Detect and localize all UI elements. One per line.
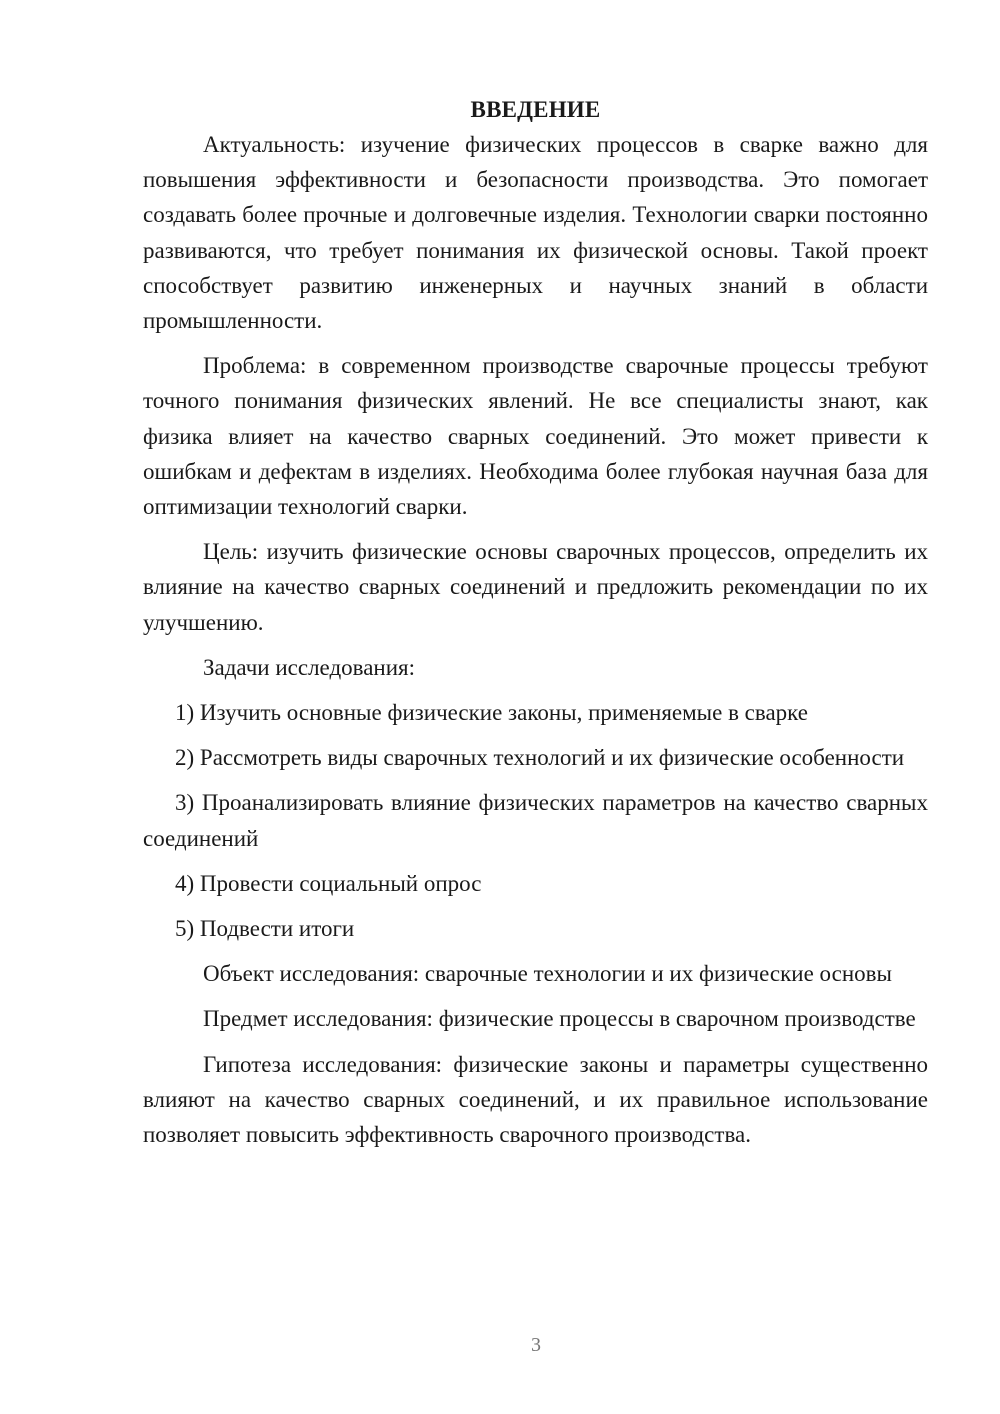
task-item-4: 4) Провести социальный опрос bbox=[175, 870, 482, 896]
paragraph-object: Объект исследования: сварочные технологии и их физические основы bbox=[203, 961, 892, 987]
paragraph-subject: Предмет исследования: физические процессы в сварочном производстве bbox=[203, 1006, 916, 1032]
page-number: 3 bbox=[531, 1334, 541, 1356]
paragraph-problem: Проблема: в современном производстве сварочные процессы требуют точного понимания физических явлений. Не все специалисты знают, как физика влияет на качество сварных соединений. Это может привести к ошибкам и дефектам в изделиях. Необходима более глубокая научная база для оптимизации технологий сварки. bbox=[143, 353, 928, 520]
page-content bbox=[143, 92, 928, 1152]
tasks-heading: Задачи исследования: bbox=[203, 654, 416, 680]
paragraph-hypothesis: Гипотеза исследования: физические законы и параметры существенно влияют на качество сварных соединений, и их правильное использование позволяет повысить эффективность сварочного производства. bbox=[143, 1051, 928, 1148]
task-item-5: 5) Подвести итоги bbox=[175, 916, 355, 942]
task-item-1: 1) Изучить основные физические законы, применяемые в сварке bbox=[175, 700, 808, 726]
page-title: ВВЕДЕНИЕ bbox=[470, 97, 601, 122]
tasks-list bbox=[143, 695, 928, 946]
task-item-3: 3) Проанализировать влияние физических параметров на качество сварных соединений bbox=[143, 790, 928, 851]
paragraph-relevance: Актуальность: изучение физических процессов в сварке важно для повышения эффективности и безопасности производства. Это помогает создавать более прочные и долговечные изделия. Технологии сварки постоянно развиваются, что требует понимания их физической основы. Такой проект способствует развитию инженерных и научных знаний в области промышленности. bbox=[143, 132, 928, 334]
paragraph-goal: Цель: изучить физические основы сварочных процессов, определить их влияние на качество сварных соединений и предложить рекомендации по их улучшению. bbox=[143, 539, 928, 635]
task-item-2: 2) Рассмотреть виды сварочных технологий и их физические особенности bbox=[175, 745, 905, 771]
